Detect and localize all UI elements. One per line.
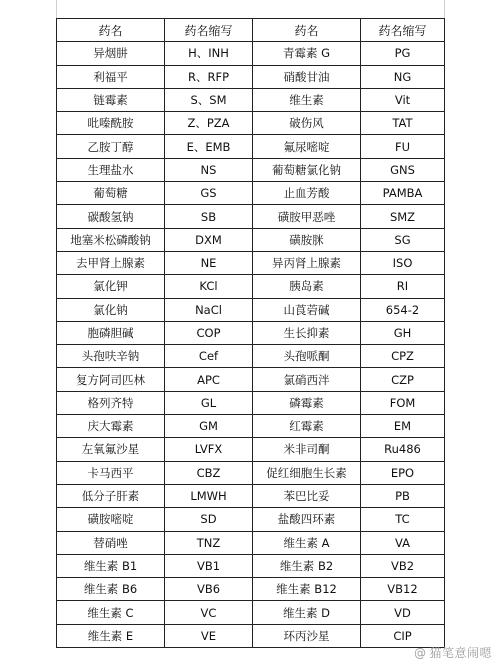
drug-name-cell: 头孢哌酮: [253, 345, 361, 368]
drug-name-cell: 胰岛素: [253, 275, 361, 298]
drug-abbreviation-cell: VD: [361, 601, 445, 624]
drug-abbreviation-cell: ISO: [361, 251, 445, 274]
drug-name-cell: 复方阿司匹林: [57, 368, 165, 391]
watermark-logo: @: [413, 645, 427, 660]
drug-name-cell: 磷霉素: [253, 391, 361, 414]
drug-abbreviation-cell: 654-2: [361, 298, 445, 321]
drug-name-cell: 盐酸四环素: [253, 508, 361, 531]
drug-abbreviation-cell: PG: [361, 42, 445, 65]
table-row: [57, 554, 445, 577]
drug-name-cell: 吡嗪酰胺: [57, 112, 165, 135]
drug-abbreviation-cell: SG: [361, 228, 445, 251]
drug-name-cell: 格列齐特: [57, 391, 165, 414]
table-row: [57, 508, 445, 531]
drug-name-cell: 维生素 B1: [57, 554, 165, 577]
page-edge-right: [444, 0, 445, 18]
drug-abbreviation-cell: SB: [165, 205, 253, 228]
drug-abbreviation-cell: Z、PZA: [165, 112, 253, 135]
drug-name-cell: 磺胺嘧啶: [57, 508, 165, 531]
drug-abbreviation-cell: GS: [165, 182, 253, 205]
drug-name-cell: 生理盐水: [57, 158, 165, 181]
drug-name-cell: 维生素: [253, 88, 361, 111]
drug-abbreviation-cell: GL: [165, 391, 253, 414]
drug-name-cell: 乙胺丁醇: [57, 135, 165, 158]
drug-name-cell: 生长抑素: [253, 321, 361, 344]
drug-abbreviation-cell: NS: [165, 158, 253, 181]
table-row: [57, 415, 445, 438]
drug-abbreviation-cell: NaCl: [165, 298, 253, 321]
drug-abbreviation-cell: GH: [361, 321, 445, 344]
drug-abbreviation-cell: TAT: [361, 112, 445, 135]
drug-name-cell: 链霉素: [57, 88, 165, 111]
drug-abbreviation-cell: VE: [165, 624, 253, 647]
drug-abbreviation-cell: VA: [361, 531, 445, 554]
drug-name-cell: 氯硝西泮: [253, 368, 361, 391]
drug-name-cell: 左氧氟沙星: [57, 438, 165, 461]
drug-abbreviation-cell: VB6: [165, 578, 253, 601]
header-drug-abbreviation: 药名缩写: [361, 19, 445, 42]
table-row: [57, 182, 445, 205]
header-drug-name: 药名: [57, 19, 165, 42]
drug-abbreviation-cell: PAMBA: [361, 182, 445, 205]
drug-abbreviation-cell: VB12: [361, 578, 445, 601]
drug-abbreviation-cell: NG: [361, 65, 445, 88]
drug-name-cell: 维生素 C: [57, 601, 165, 624]
drug-abbreviation-cell: FU: [361, 135, 445, 158]
page-edge-left: [56, 0, 57, 18]
drug-abbreviation-cell: APC: [165, 368, 253, 391]
table-row: [57, 228, 445, 251]
drug-abbreviation-cell: Ru486: [361, 438, 445, 461]
table-row: [57, 112, 445, 135]
table-row: [57, 484, 445, 507]
table-row: [57, 275, 445, 298]
drug-abbreviation-cell: NE: [165, 251, 253, 274]
drug-name-cell: 氯化钾: [57, 275, 165, 298]
drug-name-cell: 磺胺甲恶唑: [253, 205, 361, 228]
table-row: [57, 298, 445, 321]
table-row: [57, 531, 445, 554]
drug-name-cell: 维生素 B12: [253, 578, 361, 601]
drug-abbreviation-cell: Cef: [165, 345, 253, 368]
drug-abbreviation-cell: Vit: [361, 88, 445, 111]
drug-name-cell: 苯巴比妥: [253, 484, 361, 507]
drug-name-cell: 葡萄糖氯化钠: [253, 158, 361, 181]
drug-abbreviation-cell: VB1: [165, 554, 253, 577]
drug-name-cell: 维生素 B6: [57, 578, 165, 601]
table-row: [57, 368, 445, 391]
table-row: [57, 158, 445, 181]
table-row: [57, 345, 445, 368]
drug-abbreviation-cell: FOM: [361, 391, 445, 414]
header-drug-abbreviation: 药名缩写: [165, 19, 253, 42]
drug-name-cell: 维生素 A: [253, 531, 361, 554]
drug-abbreviation-cell: EM: [361, 415, 445, 438]
drug-abbreviation-cell: CBZ: [165, 461, 253, 484]
drug-name-cell: 去甲肾上腺素: [57, 251, 165, 274]
table-body: [57, 42, 445, 648]
watermark: [414, 644, 492, 661]
drug-abbreviation-cell: H、INH: [165, 42, 253, 65]
watermark-text: 猫笔意闹嗯: [429, 646, 492, 660]
table-row: [57, 42, 445, 65]
drug-name-cell: 地塞米松磷酸钠: [57, 228, 165, 251]
drug-abbreviation-table: [56, 18, 445, 648]
drug-name-cell: 异烟肼: [57, 42, 165, 65]
drug-name-cell: 异丙肾上腺素: [253, 251, 361, 274]
drug-name-cell: 山莨菪碱: [253, 298, 361, 321]
drug-abbreviation-cell: VB2: [361, 554, 445, 577]
drug-name-cell: 利福平: [57, 65, 165, 88]
drug-name-cell: 硝酸甘油: [253, 65, 361, 88]
drug-name-cell: 碳酸氢钠: [57, 205, 165, 228]
drug-abbreviation-cell: RI: [361, 275, 445, 298]
table-row: [57, 578, 445, 601]
drug-abbreviation-cell: S、SM: [165, 88, 253, 111]
drug-abbreviation-cell: DXM: [165, 228, 253, 251]
drug-abbreviation-cell: R、RFP: [165, 65, 253, 88]
drug-abbreviation-cell: LMWH: [165, 484, 253, 507]
drug-abbreviation-cell: SMZ: [361, 205, 445, 228]
drug-abbreviation-cell: SD: [165, 508, 253, 531]
drug-abbreviation-cell: KCl: [165, 275, 253, 298]
drug-name-cell: 青霉素 G: [253, 42, 361, 65]
drug-name-cell: 环丙沙星: [253, 624, 361, 647]
drug-name-cell: 葡萄糖: [57, 182, 165, 205]
table-row: [57, 135, 445, 158]
table-row: [57, 251, 445, 274]
table-row: [57, 601, 445, 624]
drug-name-cell: 替硝唑: [57, 531, 165, 554]
drug-name-cell: 胞磷胆碱: [57, 321, 165, 344]
drug-name-cell: 促红细胞生长素: [253, 461, 361, 484]
drug-name-cell: 维生素 B2: [253, 554, 361, 577]
table-row: [57, 65, 445, 88]
table-row: [57, 461, 445, 484]
drug-abbreviation-cell: PB: [361, 484, 445, 507]
drug-name-cell: 磺胺脒: [253, 228, 361, 251]
drug-name-cell: 维生素 E: [57, 624, 165, 647]
drug-name-cell: 维生素 D: [253, 601, 361, 624]
drug-abbreviation-cell: TC: [361, 508, 445, 531]
drug-name-cell: 止血芳酸: [253, 182, 361, 205]
drug-name-cell: 低分子肝素: [57, 484, 165, 507]
drug-abbreviation-cell: VC: [165, 601, 253, 624]
drug-abbreviation-cell: LVFX: [165, 438, 253, 461]
drug-abbreviation-cell: GNS: [361, 158, 445, 181]
drug-abbreviation-cell: EPO: [361, 461, 445, 484]
drug-name-cell: 氯化钠: [57, 298, 165, 321]
drug-name-cell: 卡马西平: [57, 461, 165, 484]
drug-abbreviation-cell: CZP: [361, 368, 445, 391]
drug-abbreviation-cell: E、EMB: [165, 135, 253, 158]
header-drug-name: 药名: [253, 19, 361, 42]
drug-name-cell: 庆大霉素: [57, 415, 165, 438]
drug-abbreviation-cell: TNZ: [165, 531, 253, 554]
drug-name-cell: 氟尿嘧啶: [253, 135, 361, 158]
table-row: [57, 205, 445, 228]
table-header-row: [57, 19, 445, 42]
drug-name-cell: 米非司酮: [253, 438, 361, 461]
table-row: [57, 88, 445, 111]
drug-name-cell: 红霉素: [253, 415, 361, 438]
drug-abbreviation-cell: COP: [165, 321, 253, 344]
drug-name-cell: 头孢呋辛钠: [57, 345, 165, 368]
table-row: [57, 624, 445, 647]
drug-abbreviation-cell: CIP: [361, 624, 445, 647]
table-row: [57, 438, 445, 461]
drug-name-cell: 破伤风: [253, 112, 361, 135]
table-row: [57, 391, 445, 414]
drug-abbreviation-cell: CPZ: [361, 345, 445, 368]
drug-abbreviation-cell: GM: [165, 415, 253, 438]
table-row: [57, 321, 445, 344]
